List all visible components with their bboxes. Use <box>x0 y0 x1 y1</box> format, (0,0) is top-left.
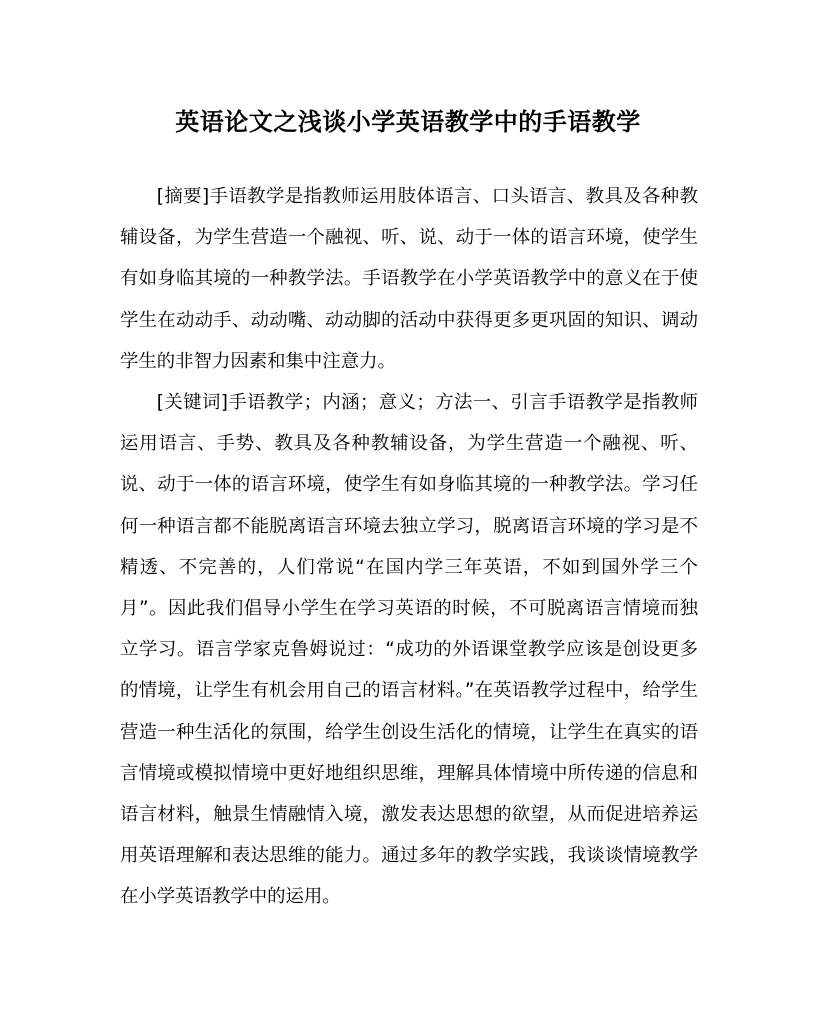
document-title: 英语论文之浅谈小学英语教学中的手语教学 <box>175 107 641 136</box>
abstract-paragraph: [摘要]手语教学是指教师运用肢体语言、口头语言、教具及各种教辅设备，为学生营造一个融视、听、说、动于一体的语言环境，使学生有如身临其境的一种教学法。手语教学在小学英语教学中的意义在于使学生在动动手、动动嘴、动动脚的活动中获得更多更巩固的知识、调动学生的非智力因素和集中注意力。 <box>120 186 698 372</box>
keywords-paragraph: [关键词]手语教学；内涵；意义；方法一、引言手语教学是指教师运用语言、手势、教具及各种教辅设备，为学生营造一个融视、听、说、动于一体的语言环境，使学生有如身临其境的一种教学法。学习任何一种语言都不能脱离语言环境去独立学习，脱离语言环境的学习是不精透、不完善的，人们常说“在国内学三年英语，不如到国外学三个月”。因此我们倡导小学生在学习英语的时候，不可脱离语言情境而独立学习。语言学家克鲁姆说过：“成功的外语课堂教学应该是创设更多的情境，让学生有机会用自己的语言材料。”在英语教学过程中，给学生营造一种生活化的氛围，给学生创设生活化的情境，让学生在真实的语言情境或模拟情境中更好地组织思维，理解具体情境中所传递的信息和语言材料，触景生情融情入境，激发表达思想的欲望，从而促进培养运用英语理解和表达思维的能力。通过多年的教学实践，我谈谈情境教学在小学英语教学中的运用。 <box>120 392 698 908</box>
document-body <box>120 176 698 918</box>
